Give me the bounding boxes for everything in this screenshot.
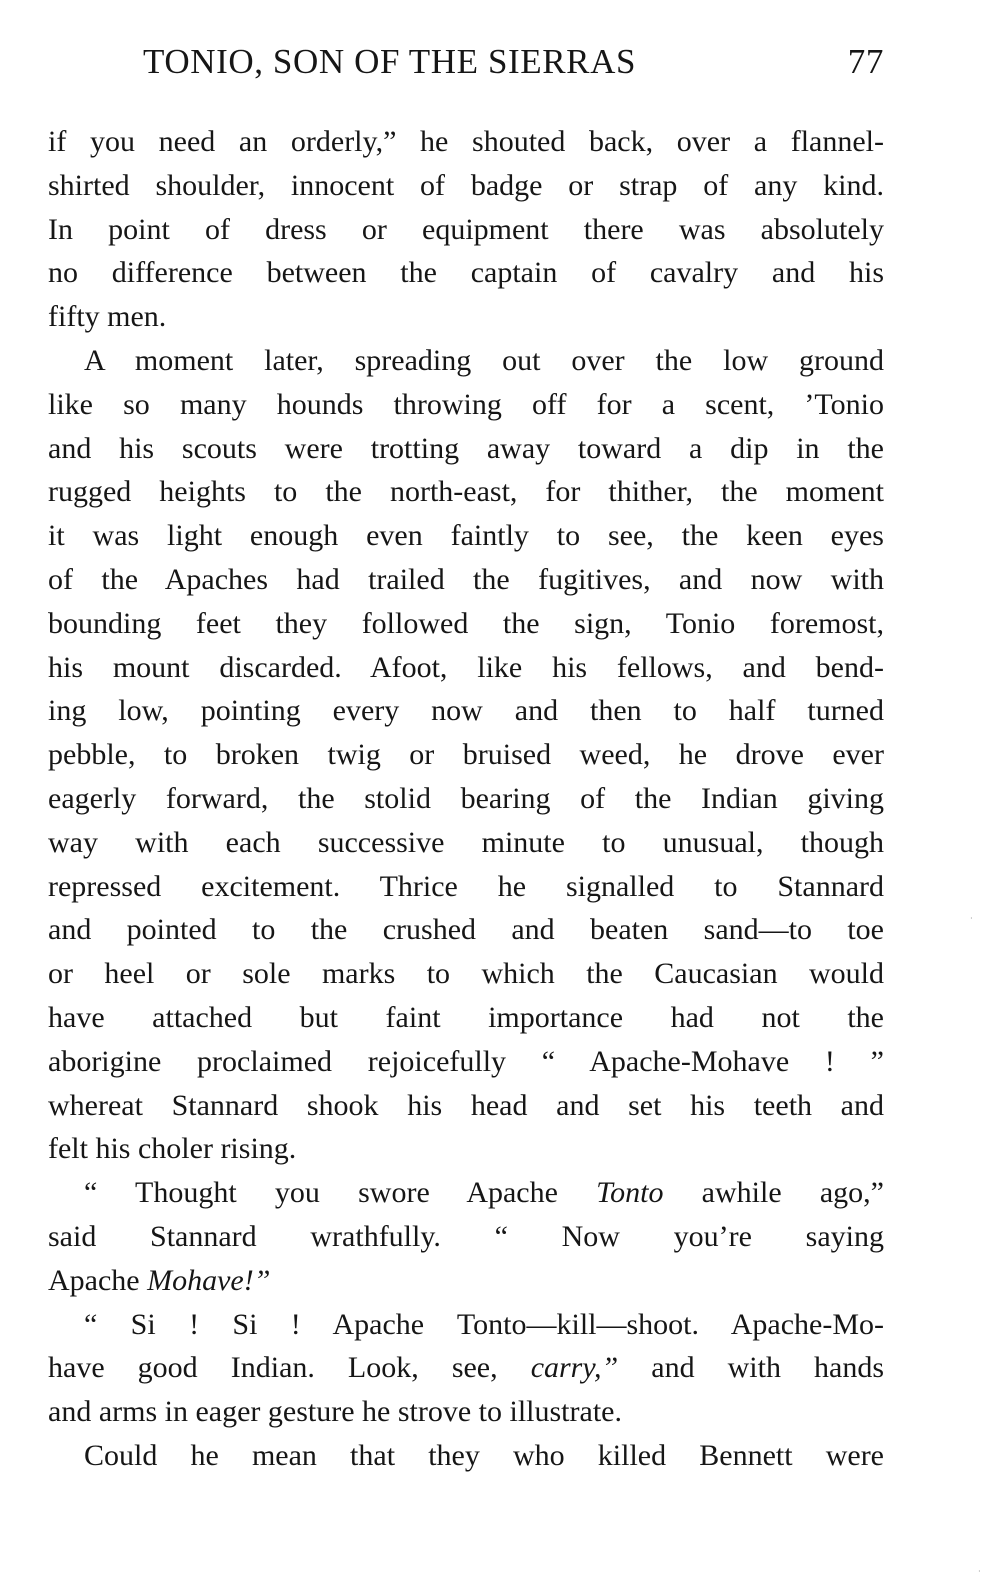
text-line: aborigine proclaimed rejoicefully “ Apache-Mohave ! ” — [48, 1044, 884, 1078]
running-title: TONIO, SON OF THE SIERRAS — [143, 42, 637, 81]
text-line: it was light enough even faintly to see, the keen eyes — [48, 519, 884, 553]
text-line: eagerly forward, the stolid bearing of the Indian giving — [48, 781, 884, 815]
text-line: have good Indian. Look, see, carry,” and with hands — [48, 1351, 885, 1385]
text-line: felt his choler rising. — [48, 1132, 297, 1166]
page-number: 77 — [847, 42, 884, 81]
text-line: of the Apaches had trailed the fugitives, and now with — [48, 562, 884, 596]
text-line: or heel or sole marks to which the Caucasian would — [48, 957, 884, 991]
text-line: repressed excitement. Thrice he signalled to Stannard — [48, 869, 884, 903]
text-line: fifty men. — [48, 300, 167, 334]
text-line: bounding feet they followed the sign, Tonio foremost, — [48, 606, 884, 640]
paragraph-start-line: Could he mean that they who killed Bennett were — [84, 1438, 884, 1472]
scan-speck: · — [970, 914, 973, 923]
italic-word: carry,” — [530, 1351, 619, 1385]
text-line: whereat Stannard shook his head and set his teeth and — [48, 1088, 884, 1122]
paragraph-start-line: “ Thought you swore Apache Tonto awhile ago,” — [84, 1176, 884, 1210]
text-line: and arms in eager gesture he strove to illustrate. — [48, 1395, 622, 1429]
text-line: and his scouts were trotting away toward a dip in the — [48, 431, 884, 465]
text-line: shirted shoulder, innocent of badge or strap of any kind. — [48, 168, 884, 202]
text-line: rugged heights to the north-east, for thither, the moment — [48, 475, 884, 509]
text-line: way with each successive minute to unusual, though — [48, 825, 884, 859]
paragraph-start-line: A moment later, spreading out over the low ground — [84, 343, 884, 377]
text-line: and pointed to the crushed and beaten sand—to toe — [48, 913, 884, 947]
paragraph-start-line: “ Si ! Si ! Apache Tonto—kill—shoot. Apache-Mo- — [84, 1307, 884, 1341]
running-head — [48, 38, 884, 86]
text-line: said Stannard wrathfully. “ Now you’re saying — [48, 1219, 884, 1253]
text-line: his mount discarded. Afoot, like his fellows, and bend- — [48, 650, 884, 684]
text-line: if you need an orderly,” he shouted back, over a flannel- — [48, 125, 884, 158]
text-line: Apache Mohave!” — [48, 1263, 271, 1297]
text-line: In point of dress or equipment there was absolutely — [48, 212, 884, 246]
text-line: no difference between the captain of cavalry and his — [48, 256, 884, 290]
text-line: like so many hounds throwing off for a scent, ’Tonio — [48, 387, 884, 421]
text-line: have attached but faint importance had not the — [48, 1000, 884, 1034]
body-text — [48, 120, 884, 1478]
text-line: ing low, pointing every now and then to half turned — [48, 694, 884, 728]
text-line: pebble, to broken twig or bruised weed, he drove ever — [48, 738, 884, 772]
italic-word: Tonto — [596, 1176, 664, 1210]
italic-word: Mohave!” — [147, 1263, 271, 1297]
scan-speck: · — [978, 1567, 981, 1576]
